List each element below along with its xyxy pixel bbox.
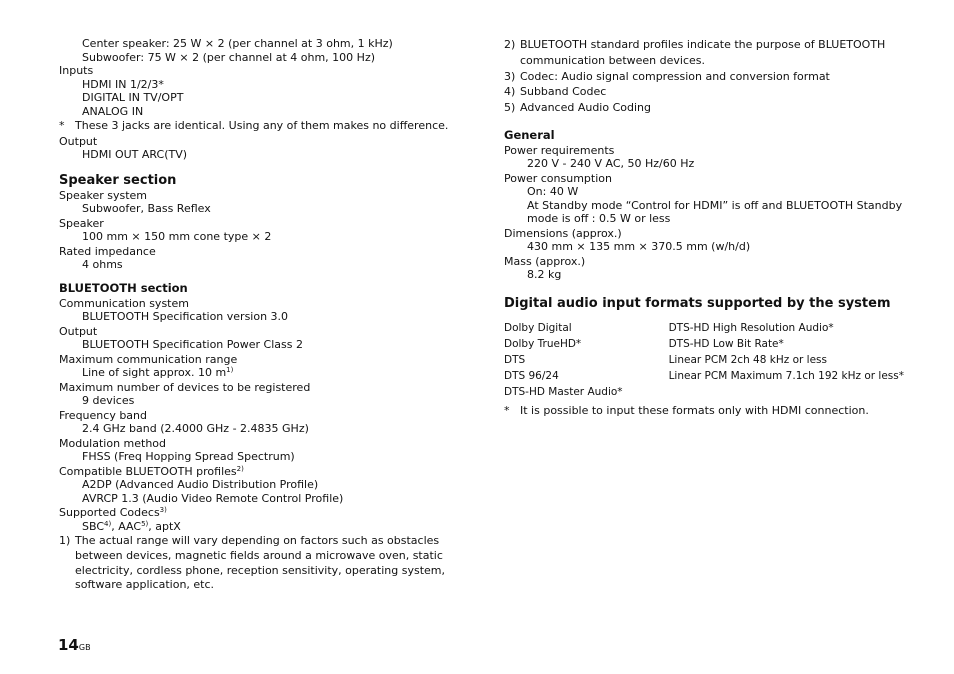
footnote-ref: 2) [236, 464, 244, 473]
speaker-section-heading: Speaker section [59, 172, 177, 188]
speaker-value: 100 mm × 150 mm cone type × 2 [82, 230, 272, 243]
power-consumption-label: Power consumption [504, 171, 612, 185]
standby-value: mode is off : 0.5 W or less [527, 212, 671, 226]
page-suffix: GB [78, 643, 91, 652]
max-devices-label: Maximum number of devices to be registered [59, 380, 311, 394]
table-row: Dolby Digital DTS-HD High Resolution Audio* [504, 321, 834, 334]
inputs-label: Inputs [59, 64, 94, 77]
subwoofer-spec: Subwoofer: 75 W × 2 (per channel at 4 ohm, 100 Hz) [82, 50, 376, 64]
codecs-label: Supported Codecs$^{3)}$ [59, 506, 167, 519]
formats-heading: Digital audio input formats supported by the system [504, 295, 891, 311]
right-column [504, 37, 904, 418]
footnote-ref: 4) [104, 519, 112, 528]
input-item: DIGITAL IN TV/OPT [82, 91, 184, 104]
footnote-1 [59, 534, 454, 593]
bt-output-label: Output [59, 324, 98, 338]
left-column [59, 37, 454, 593]
modulation-value: FHSS (Freq Hopping Spread Spectrum) [82, 450, 295, 463]
communication-label: Communication system [59, 296, 189, 310]
formats-table [504, 320, 904, 400]
communication-value: BLUETOOTH Specification version 3.0 [82, 310, 289, 323]
max-devices-value: 9 devices [82, 394, 135, 407]
footnote-5: 5) Advanced Audio Coding [504, 101, 651, 115]
footnote-ref: 3) [159, 506, 167, 514]
footnote-mark: 1) [59, 534, 71, 547]
table-row: Dolby TrueHD* DTS-HD Low Bit Rate* [504, 337, 784, 350]
power-on-value: On: 40 W [527, 185, 579, 199]
codecs-value: SBC$^{4)}$, AAC$^{5)}$, aptX [82, 519, 181, 533]
footnote-2: 2) BLUETOOTH standard profiles indicate the purpose of BLUETOOTH communication between devices. [504, 38, 886, 67]
speaker-system-value: Subwoofer, Bass Reflex [82, 202, 211, 215]
input-item: ANALOG IN [82, 104, 144, 118]
profile-item: AVRCP 1.3 (Audio Video Remote Control Profile) [82, 491, 344, 505]
power-requirements-label: Power requirements [504, 143, 615, 157]
footnote-line: electricity, cordless phone, reception sensitivity, operating system, [75, 563, 445, 577]
table-row: DTS Linear PCM 2ch 48 kHz or less [504, 353, 827, 366]
footnote-ref: 1) [226, 366, 234, 374]
mass-value: 8.2 kg [527, 268, 562, 282]
range-value: Line of sight approx. 10 $m^{1)}$ [82, 366, 234, 379]
output-value: HDMI OUT ARC(TV) [82, 148, 188, 161]
inputs-note-text: These 3 jacks are identical. Using any of them makes no difference. [75, 119, 449, 132]
range-label: Maximum communication range [59, 352, 238, 366]
footnote-line: software application, etc. [75, 578, 215, 592]
mass-label: Mass (approx.) [504, 254, 586, 268]
footnote-3: 3) Codec: Audio signal compression and conversion format [504, 69, 830, 83]
general-heading: General [504, 127, 555, 142]
footnote-line: between devices, magnetic fields around a microwave oven, static [75, 548, 443, 562]
input-item: HDMI IN 1/2/3* [82, 77, 164, 91]
modulation-label: Modulation method [59, 436, 167, 450]
frequency-label: Frequency band [59, 408, 147, 422]
table-row: DTS-HD Master Audio* [504, 385, 623, 398]
speaker-label: Speaker [59, 216, 104, 230]
standby-value: At Standby mode “Control for HDMI” is off and BLUETOOTH Standby [527, 198, 903, 212]
formats-note-text: It is possible to input these formats only with HDMI connection. [520, 403, 869, 417]
rated-impedance-value: 4 ohms [82, 258, 123, 271]
footnote-4: 4) Subband Codec [504, 85, 607, 99]
inputs-note [59, 119, 454, 134]
page-number: 14GB [58, 636, 91, 654]
footnote-ref: 5) [141, 519, 149, 528]
note-mark: * [59, 119, 65, 132]
profiles-label: Compatible BLUETOOTH profiles$^{2)}$ [59, 464, 244, 478]
bt-output-value: BLUETOOTH Specification Power Class 2 [82, 338, 303, 351]
dimensions-label: Dimensions (approx.) [504, 226, 622, 240]
bluetooth-section-heading: BLUETOOTH section [59, 280, 188, 295]
frequency-value: 2.4 GHz band (2.4000 GHz - 2.4835 GHz) [82, 422, 309, 435]
formats-note [504, 404, 904, 419]
table-row: DTS 96/24 Linear PCM Maximum 7.1ch 192 kHz or less* [504, 369, 904, 382]
footnote-line: The actual range will vary depending on factors such as obstacles [75, 534, 440, 547]
note-mark: * [504, 403, 510, 417]
rated-impedance-label: Rated impedance [59, 244, 156, 258]
power-requirements-value: 220 V - 240 V AC, 50 Hz/60 Hz [527, 157, 695, 171]
center-speaker-spec: Center speaker: 25 W × 2 (per channel at 3 ohm, 1 kHz) [82, 37, 393, 50]
output-label: Output [59, 134, 98, 148]
speaker-system-label: Speaker system [59, 188, 148, 202]
profile-item: A2DP (Advanced Audio Distribution Profile) [82, 478, 319, 491]
dimensions-value: 430 mm × 135 mm × 370.5 mm (w/h/d) [527, 240, 751, 254]
